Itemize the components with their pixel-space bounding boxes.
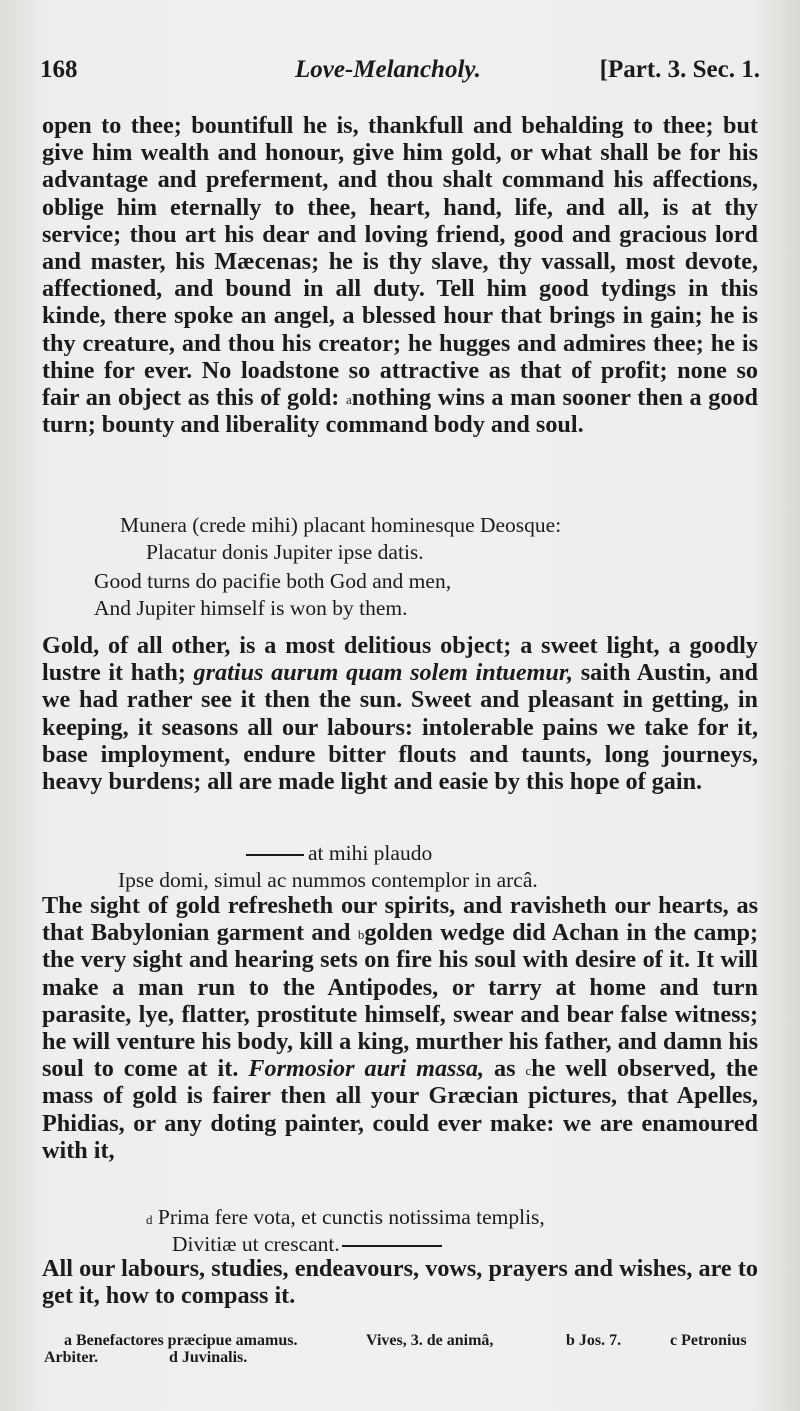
paragraph-4-text: All our labours, studies, endeavours, vows, prayers and wishes, are to get it, how to compass it. [42,1255,758,1310]
page-number: 168 [40,56,78,83]
juvenal-quote-line-2 [146,1231,545,1258]
horace-quote-line-1 [118,840,538,867]
paragraph-2-text-after: saith Austin, and we had rather see it then the sun. Sweet and pleasant in getting, in keeping, it seasons all our labours: intolerable pains we take for it, base imployment, endure bitter flouts and taunts, long journeys, heavy burdens; all are made light and easie by this hope of gain. [42,659,759,796]
horace-quote [118,840,538,894]
paragraph-1 [42,112,758,492]
footnote-line-1 [44,1332,760,1349]
paragraph-3-text-after: he well observed, the mass of gold is fairer then all your Græcian pictures, that Apelles, Phidias, or any doting painter, could ever make: we are enamoured with it, [42,1055,758,1164]
paragraph-2-italic: gratius aurum quam solem intuemur, [193,659,574,687]
footnotes [44,1332,760,1366]
footnote-mark-a: a [346,392,352,408]
paragraph-1-text-after: nothing wins a man sooner then a good turn; bounty and liberality command body and soul. [42,384,758,439]
section-reference: [Part. 3. Sec. 1. [599,56,760,83]
footnote-mark-d: d [146,1212,153,1227]
horace-quote-line-2: Ipse domi, simul ac nummos contemplor in arcâ. [118,868,538,892]
paragraph-3-italic: Formosior auri massa, [248,1055,485,1083]
footnote-mark-b: b [357,927,365,943]
latin-verse-line-2: Placatur donis Jupiter ipse datis. [146,540,424,564]
footnote-d: d Juvinalis. [169,1349,248,1366]
paragraph-4 [42,1255,758,1315]
footnote-line-2 [44,1349,760,1366]
paragraph-3-text-before: The sight of gold refresheth our spirits, and ravisheth our hearts, as that Babylonian garment and [42,892,758,947]
latin-verse-line-1: Munera (crede mihi) placant hominesque Deosque: [120,513,562,537]
paragraph-2-text-before: Gold, of all other, is a most delitious object; a sweet light, a goodly lustre it hath; [42,632,758,687]
footnote-b: b Jos. 7. [566,1332,622,1349]
english-verse [94,568,451,622]
footnote-vives: Vives, 3. de animâ, [366,1332,494,1349]
quote-dash-end [342,1245,442,1247]
horace-quote-line-1-text: at mihi plaudo [308,841,433,865]
juvenal-quote-line-2-text: Divitiæ ut crescant. [172,1232,340,1256]
latin-verse [120,512,561,566]
juvenal-quote [146,1204,545,1258]
footnote-c: c Petronius [670,1332,747,1349]
quote-dash [246,854,304,856]
running-title: Love-Melancholy. [295,56,481,83]
paragraph-2 [42,632,758,832]
english-verse-line-1: Good turns do pacifie both God and men, [94,569,452,593]
footnote-mark-c: c [525,1063,532,1079]
paragraph-3-text-mid: golden wedge did Achan in the camp; the very sight and hearing sets on fire his soul with desire of it. It will make a man run to the Antipodes, or tarry at home and turn parasite, lye, flatter, prostitute himself, swear and bear false witness; he will venture his body, kill a king, murther his father, and damn his soul to come at it. [42,919,759,1083]
footnote-arbiter: Arbiter. [44,1349,99,1366]
english-verse-line-2: And Jupiter himself is won by them. [94,596,408,620]
juvenal-quote-line-1 [146,1204,545,1231]
paragraph-3-as: as [493,1055,516,1083]
juvenal-quote-line-1-text: Prima fere vota, et cunctis notissima templis, [157,1205,545,1229]
paragraph-1-text: open to thee; bountifull he is, thankfull and behalding to thee; but give him wealth and honour, give him gold, or what shall be for his advantage and preferment, and thou shalt command his affections, oblige him eternally to thee, heart, hand, life, and all, is at thy service; thou art his dear and loving friend, good and gracious lord and master, his Mæcenas; he is thy slave, thy vassall, most devote, affectioned, and bound in all duty. Tell him good tydings in this kinde, there spoke an angel, a blessed hour that brings in gain; he is thy creature, and thou his creator; he hugges and admires thee; he is thine for ever. No loadstone so attractive as that of profit; none so fair an object as this of gold: [42,112,758,412]
footnote-a: a Benefactores præcipue amamus. [64,1332,298,1349]
paragraph-3 [42,892,758,1192]
running-header [40,52,760,92]
